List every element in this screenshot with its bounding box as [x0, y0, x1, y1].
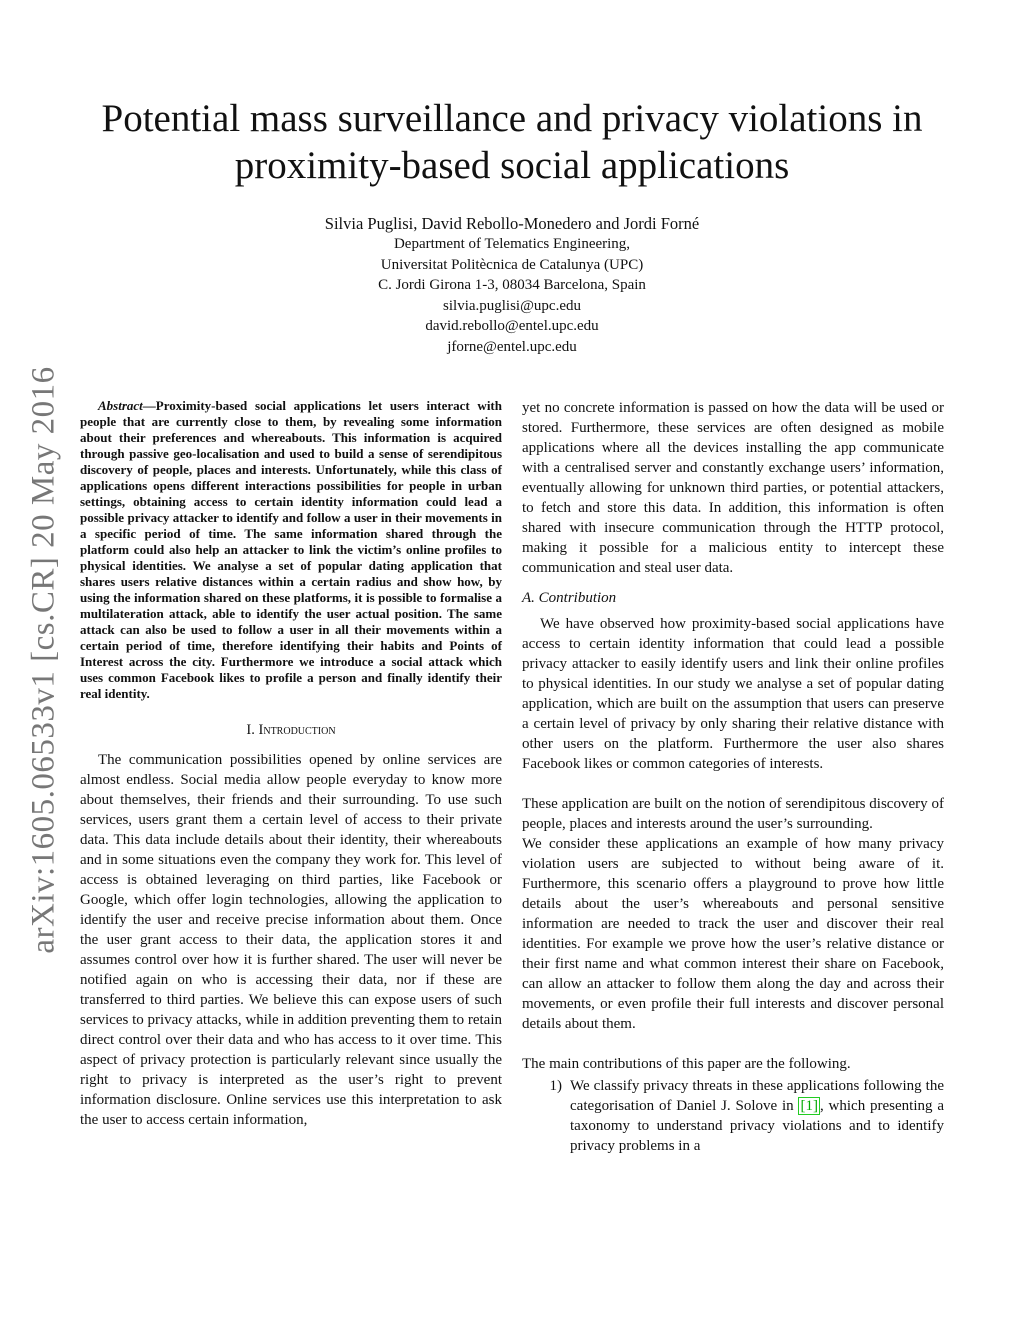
left-column: [80, 398, 502, 1130]
contribution-paragraph: We consider these applications an example of how many privacy violation users are subjected to without being aware of it. Furthermore, this scenario offers a playground to prove how little details about the user’s whereabouts and personal sensitive information are needed to track the user and discover their real identities. For example we prove how the user’s relative distance or their first name and what common interest their share on Facebook, can allow an attacker to follow them along the day and across their movements, or even profile their full interests and discover personal details about them.: [522, 836, 944, 1032]
author-block: [212, 213, 812, 357]
affiliation-line: C. Jordi Girona 1-3, 08034 Barcelona, Spain: [378, 277, 646, 293]
abstract-text: —Proximity-based social applications let users interact with people that are currently close to them, by revealing some information about their preferences and whereabouts. This information is acquired through passive geo-localisation and used to build a sense of serendipitous discovery of people, places and interests. Unfortunately, while this class of applications opens different interactions possibilities for people in urban settings, obtaining access to certain identity information could lead a possible privacy attacker to identify and follow a user in their movements in a specific period of time. The same information shared through the platform could also help an attacker to link the victim’s online profiles to physical identities. We analyse a set of popular dating application that shares users relative distances within a certain radius and show how, by using the information shared on these platforms, it is possible to formalise a multilateration attack, able to identify the user actual position. The same attack can also be used to follow a user in all their movements within a certain period of time, therefore identifying their habits and Points of Interest across the city. Furthermore we introduce a social attack which uses common Facebook likes to profile a person and finally identify their real identity.: [80, 398, 502, 701]
section-title: Introduction: [258, 722, 336, 738]
contribution-paragraph: The main contributions of this paper are the following.: [522, 1056, 851, 1072]
section-heading: [80, 720, 502, 740]
abstract: [80, 398, 502, 702]
contribution-paragraph: These application are built on the notion of serendipitous discovery of people, places and interests around the user’s surrounding.: [522, 796, 944, 832]
author-email: silvia.puglisi@upc.edu: [443, 297, 581, 314]
contribution-list: [522, 1076, 944, 1156]
abstract-label: Abstract: [98, 398, 143, 413]
author-names: Silvia Puglisi, David Rebollo-Monedero and Jordi Forné: [324, 214, 700, 233]
contribution-paragraph: We have observed how proximity-based social applications have access to certain identity information that could lead a possible privacy attacker to easily identify users and link their online profiles to physical identities. In our study we analyse a set of popular dating application, which are built on the assumption that users can preserve a certain level of privacy by only sharing their relative distance with other users on the platform. Furthermore the user also shares Facebook likes or common categories of interests.: [522, 616, 944, 772]
intro-paragraph: The communication possibilities opened by online services are almost endless. Social media allow people everyday to know more about themselves, their friends and their surrounding. To use such services, users grant them a certain level of access to their private data. This data include details about their identity, their whereabouts and in some situations even the company they work for. This level of access is obtained leveraging on third parties, like Facebook or Google, which offer login technologies, allowing the application to identify the user and receive precise information about them. Once the user grant access to their data, the application stores it and assumes control over how it is further shared. The user will never be notified again on who is accessing their data, nor if these are transferred to third parties. We believe this can expose users of such services to privacy attacks, while in addition preventing them to retain direct control over their data and who has access to it over time. This aspect of privacy protection is particularly relevant since usually the right to privacy is interpreted as the user’s right to prevent information disclosure. Online services use this interpretation to ask the user to access certain information,: [80, 752, 502, 1128]
author-email: david.rebollo@entel.upc.edu: [425, 318, 599, 334]
arxiv-identifier: arXiv:1605.06533v1 [cs.CR] 20 May 2016: [25, 366, 62, 954]
list-item: [522, 1076, 944, 1156]
section-number: I.: [246, 722, 255, 738]
author-email: jforne@entel.upc.edu: [447, 338, 577, 355]
list-number: 1): [549, 1078, 562, 1094]
affiliation-line: Department of Telematics Engineering,: [393, 236, 631, 252]
subsection-heading: A. Contribution: [522, 590, 617, 606]
paper-title: Potential mass surveillance and privacy violations in proximity-based social applications: [101, 97, 923, 187]
right-column: [522, 398, 944, 1156]
list-text: We classify privacy threats in these applications following the categorisation of Daniel J. Solove in [1] , which presenting a taxonomy to understand privacy violations and to identify privacy problems in a: [570, 1078, 944, 1154]
affiliation-line: Universitat Politècnica de Catalunya (UPC): [380, 256, 644, 273]
intro-paragraph-continued: yet no concrete information is passed on how the data will be used or stored. Furthermore, these services are often designed as mobile applications where all the devices installing the app communicate with a centralised server and constantly exchange users’ information, eventually allowing for unknown third parties, or potential attackers, to fetch and store this data. In addition, this information is often shared with insecure communication through the HTTP protocol, making it possible for a malicious entity to intercept these communication and steal user data.: [522, 400, 944, 576]
citation-link[interactable]: [1]: [800, 1098, 818, 1114]
